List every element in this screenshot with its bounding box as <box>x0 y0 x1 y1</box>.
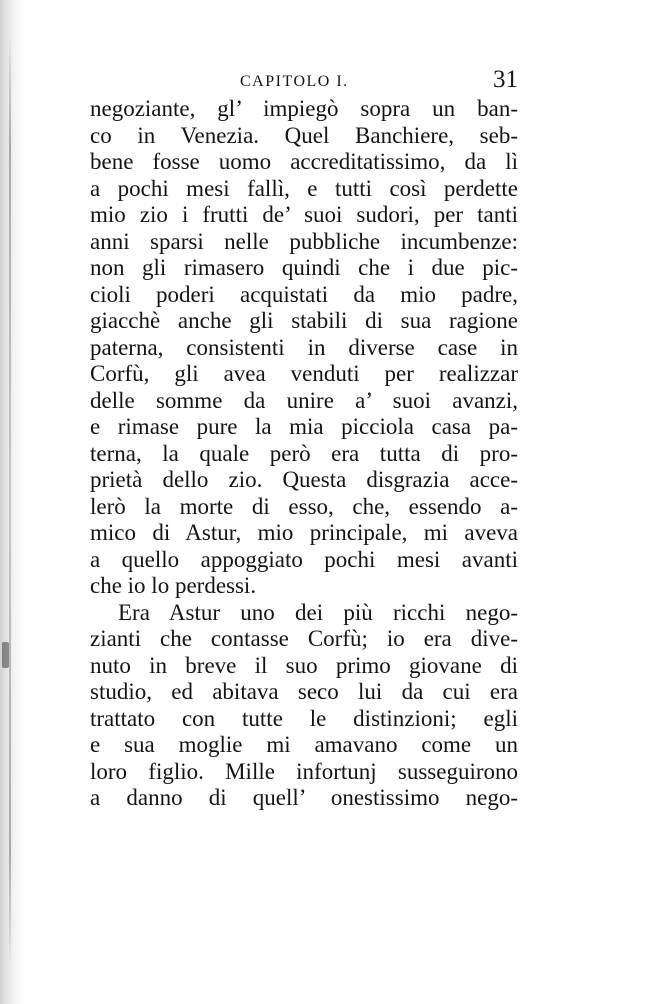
text-line: co in Venezia. Quel Banchiere, seb- <box>90 122 518 148</box>
text-line: non gli rimasero quindi che i due pic- <box>90 255 518 280</box>
binding-mark <box>2 642 9 668</box>
text-line: delle somme da unire a’ suoi avanzi, <box>90 387 518 413</box>
text-line: cioli poderi acquistati da mio padre, <box>90 281 518 307</box>
text-line: Corfù, gli avea venduti per realizzar <box>90 361 518 386</box>
text-line: prietà dello zio. Questa disgrazia acce- <box>90 467 518 492</box>
text-line: a danno di quell’ onestissimo nego- <box>90 785 518 810</box>
text-line: che io lo perdessi. <box>90 573 257 598</box>
text-line: zianti che contasse Corfù; io era dive- <box>90 626 518 651</box>
page-gutter-shadow <box>0 0 26 1004</box>
text-line: a quello appoggiato pochi mesi avanti <box>90 546 518 572</box>
text-line: anni sparsi nelle pubbliche incumbenze: <box>90 228 518 254</box>
binding-edge <box>9 30 11 970</box>
text-line: terna, la quale però era tutta di pro- <box>90 440 518 466</box>
text-line: bene fosse uomo accreditatissimo, da lì <box>90 149 518 174</box>
text-line: studio, ed abitava seco lui da cui era <box>90 679 518 704</box>
text-line: negoziante, gl’ impiegò sopra un ban- <box>90 96 518 121</box>
text-line: lerò la morte di esso, che, essendo a- <box>90 493 518 519</box>
body-text <box>90 96 518 812</box>
text-line: e sua moglie mi amavano come un <box>90 732 518 757</box>
running-head <box>90 66 518 96</box>
text-line: mico di Astur, mio principale, mi aveva <box>90 520 518 545</box>
text-line: loro figlio. Mille infortunj susseguirono <box>90 758 518 784</box>
text-line: paterna, consistenti in diverse case in <box>90 334 518 360</box>
text-line: trattato con tutte le distinzioni; egli <box>90 705 518 731</box>
text-line: nuto in breve il suo primo giovane di <box>90 652 518 678</box>
text-line: mio zio i frutti de’ suoi sudori, per tanti <box>90 202 518 227</box>
page-number: 31 <box>493 66 518 93</box>
text-line: e rimase pure la mia picciola casa pa- <box>90 414 518 439</box>
text-line: a pochi mesi fallì, e tutti così perdette <box>90 175 518 201</box>
paragraph-first-line: Era Astur uno dei più ricchi nego- <box>118 599 518 625</box>
chapter-heading: CAPITOLO I. <box>240 73 349 90</box>
text-line: giacchè anche gli stabili di sua ragione <box>90 308 518 333</box>
